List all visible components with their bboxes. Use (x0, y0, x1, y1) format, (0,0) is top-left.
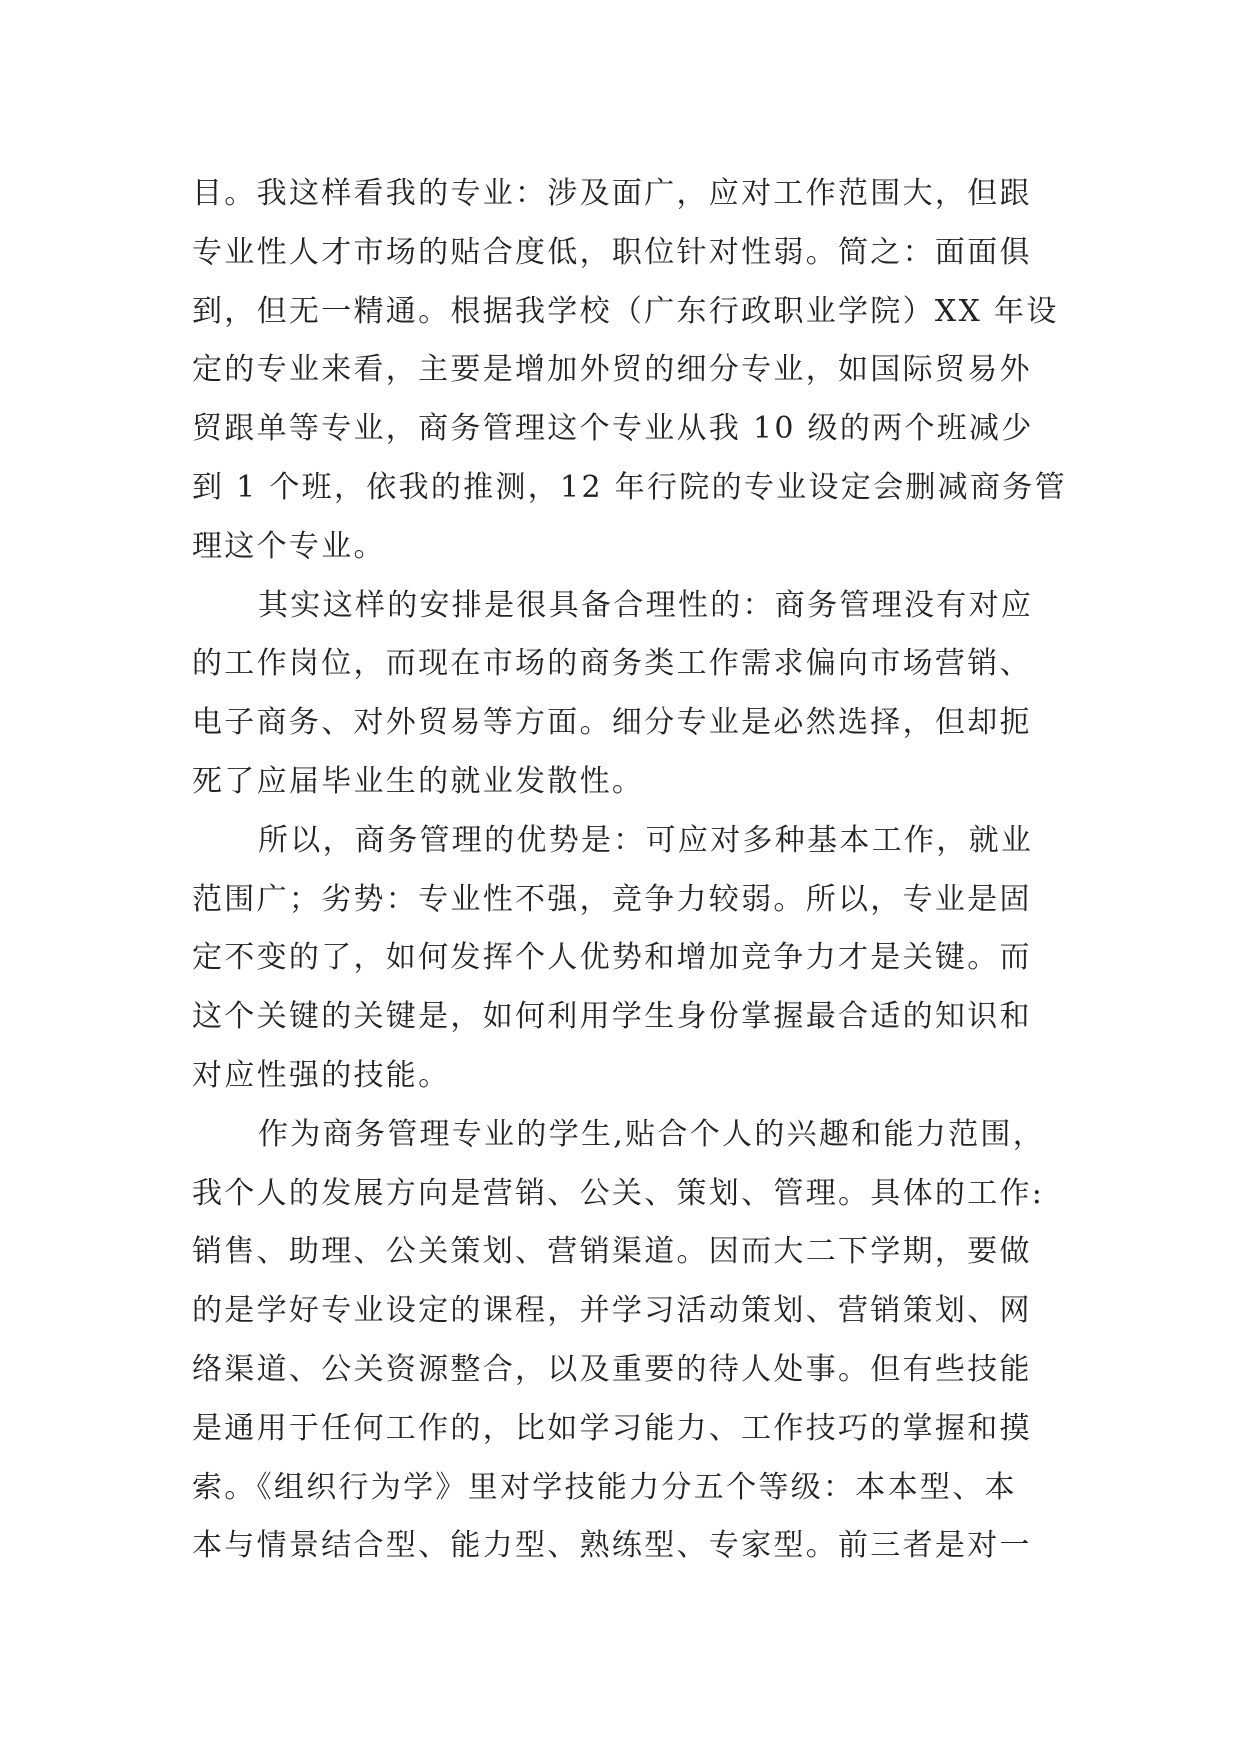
text-line: 定的专业来看，主要是增加外贸的细分专业，如国际贸易外 (192, 352, 1032, 388)
text-line: 目。我这样看我的专业：涉及面广，应对工作范围大，但跟 (192, 176, 1032, 211)
text-line: 范围广；劣势：专业性不强，竞争力较弱。所以，专业是固 (192, 881, 1032, 917)
text-line: 专业性人才市场的贴合度低，职位针对性弱。简之：面面俱 (192, 234, 1032, 270)
paragraph-first-line: 作为商务管理专业的学生,贴合个人的兴趣和能力范围， (258, 1116, 1046, 1152)
text-line: 电子商务、对外贸易等方面。细分专业是必然选择，但却扼 (192, 705, 1032, 741)
text-line: 是通用于任何工作的，比如学习能力、工作技巧的掌握和摸 (192, 1410, 1032, 1446)
text-line: 理这个专业。 (192, 528, 386, 564)
text-line: 到 1 个班，依我的推测，12 年行院的专业设定会删减商务管 (192, 469, 1067, 505)
body-text (192, 165, 1067, 1576)
text-line: 销售、助理、公关策划、营销渠道。因而大二下学期，要做 (192, 1234, 1032, 1270)
text-line: 的工作岗位，而现在市场的商务类工作需求偏向市场营销、 (192, 646, 1032, 682)
text-line: 到，但无一精通。根据我学校（广东行政职业学院）XX 年设 (192, 293, 1059, 329)
text-line: 络渠道、公关资源整合，以及重要的待人处事。但有些技能 (192, 1351, 1032, 1387)
text-line: 对应性强的技能。 (192, 1057, 451, 1093)
paragraph-first-line: 所以，商务管理的优势是：可应对多种基本工作，就业 (258, 822, 1034, 858)
text-line: 死了应届毕业生的就业发散性。 (192, 763, 645, 799)
text-line: 定不变的了，如何发挥个人优势和增加竞争力才是关键。而 (192, 940, 1032, 976)
paragraph-first-line: 其实这样的安排是很具备合理性的：商务管理没有对应 (258, 587, 1034, 623)
text-line: 这个关键的关键是，如何利用学生身份掌握最合适的知识和 (192, 999, 1032, 1035)
text-line: 贸跟单等专业，商务管理这个专业从我 10 级的两个班减少 (192, 411, 1034, 447)
text-line: 我个人的发展方向是营销、公关、策划、管理。具体的工作: (192, 1175, 1045, 1211)
text-line: 的是学好专业设定的课程，并学习活动策划、营销策划、网 (192, 1293, 1032, 1329)
text-line: 索。《组织行为学》里对学技能力分五个等级：本本型、本 (192, 1469, 1017, 1505)
text-line: 本与情景结合型、能力型、熟练型、专家型。前三者是对一 (192, 1528, 1032, 1564)
